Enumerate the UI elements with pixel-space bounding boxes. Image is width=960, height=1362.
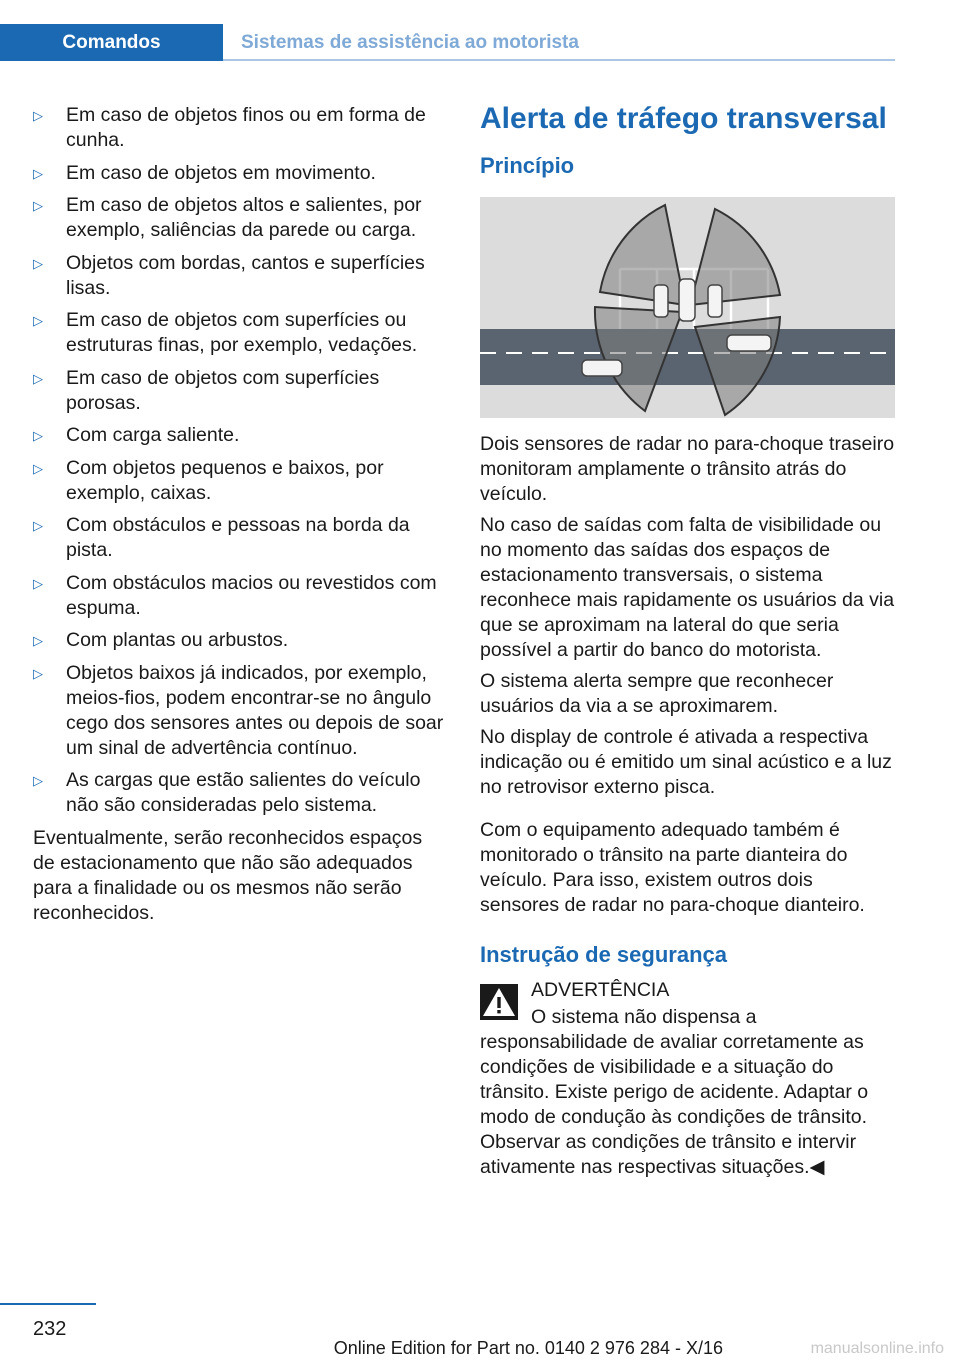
list-item: [33, 161, 447, 186]
list-item-text: Em caso de objetos em movimento.: [66, 161, 376, 184]
list-item: [33, 456, 447, 506]
list-item: [33, 366, 447, 416]
limitations-list: [33, 103, 447, 818]
road: [480, 329, 895, 385]
principle-paragraph: Dois sensores de radar no para-choque traseiro monitoram amplamente o trânsito atrás do veículo.: [480, 433, 895, 505]
warning-label: ADVERTÊNCIA: [531, 979, 670, 1001]
safety-heading: Instrução de segurança: [480, 942, 727, 967]
closing-paragraph: Eventualmente, serão reconhecidos espaços de estacionamento que não são adequados para a finalidade ou os mesmos não serão reconhecidos.: [33, 826, 423, 924]
approaching-car-left: [582, 360, 622, 376]
header-divider: [223, 59, 895, 61]
triangle-bullet-icon: ▷: [33, 255, 43, 271]
list-item: [33, 628, 447, 653]
triangle-bullet-icon: ▷: [33, 633, 43, 648]
list-item: [33, 571, 447, 621]
footer-divider: [0, 1303, 96, 1305]
list-item-text: Em caso de objetos com superfícies porosas.: [66, 366, 380, 414]
list-item-text: Objetos com bordas, cantos e superfícies lisas.: [66, 251, 425, 299]
list-item-text: Em caso de objetos com superfícies ou estruturas finas, por exemplo, vedações.: [66, 309, 418, 356]
list-item-text: Com objetos pequenos e baixos, por exemplo, caixas.: [66, 456, 384, 504]
right-column: [480, 97, 895, 1180]
edition-info: Online Edition for Part no. 0140 2 976 284 - X/16: [333, 1338, 723, 1358]
triangle-bullet-icon: ▷: [33, 518, 43, 533]
page-number: 232: [33, 1318, 67, 1340]
list-item: [33, 193, 447, 243]
triangle-bullet-icon: ▷: [33, 313, 43, 328]
list-item-text: Com obstáculos macios ou revestidos com espuma.: [66, 571, 437, 619]
triangle-bullet-icon: ▷: [33, 460, 43, 476]
section-title[interactable]: Sistemas de assistência ao motorista: [241, 31, 579, 53]
principle-paragraph: No display de controle é ativada a respectiva indicação ou é emitido um sinal acústico e a luz no retrovisor externo pisca.: [480, 726, 892, 798]
watermark: manualsonline.info: [810, 1340, 944, 1357]
triangle-bullet-icon: ▷: [33, 665, 43, 681]
warning-block: [480, 978, 895, 1180]
parked-car-left: [654, 285, 668, 317]
parked-car-right: [708, 285, 722, 317]
page-header: [0, 0, 895, 64]
list-item: [33, 661, 447, 761]
left-column: [33, 103, 447, 926]
principle-paragraph: O sistema alerta sempre que reconhecer usuários da via a se aproximarem.: [480, 670, 834, 717]
triangle-bullet-icon: ▷: [33, 575, 43, 591]
list-item: [33, 251, 447, 301]
triangle-bullet-icon: ▷: [33, 165, 43, 181]
triangle-bullet-icon: ▷: [33, 428, 43, 443]
triangle-bullet-icon: ▷: [33, 198, 43, 213]
triangle-bullet-icon: ▷: [33, 108, 43, 123]
list-item-text: Com plantas ou arbustos.: [66, 629, 289, 651]
list-item-text: Com obstáculos e pessoas na borda da pista.: [66, 514, 410, 561]
list-item: [33, 308, 447, 358]
list-item: [33, 103, 447, 153]
ego-vehicle: [679, 279, 695, 321]
cross-traffic-diagram: [480, 197, 895, 418]
list-item-text: Em caso de objetos finos ou em forma de cunha.: [66, 104, 426, 151]
warning-text: O sistema não dispensa a responsabilidade de avaliar corretamente as condições de visibilidade e a situação do trânsito. Existe perigo de acidente. Adaptar o modo de condução às condições de trânsito. Observar as condições de trânsito e intervir ativamente nas respectivas situações.◀: [480, 1006, 869, 1178]
list-item-text: Com carga saliente.: [66, 424, 240, 446]
chapter-tab[interactable]: Comandos: [0, 24, 223, 61]
list-item-text: Objetos baixos já indicados, por exemplo, meios-fios, podem encontrar-se no ângulo cego dos sensores antes ou depois de soar um sinal de advertência contínuo.: [66, 661, 444, 759]
approaching-car-right: [727, 335, 771, 351]
principle-paragraph: No caso de saídas com falta de visibilidade ou no momento das saídas dos espaços de estacionamento transversais, o sistema reconhece mais rapidamente os usuários da via que se aproximam na lateral do que seria possível a partir do banco do motorista.: [480, 514, 895, 661]
page-title: Alerta de tráfego transversal: [480, 102, 887, 135]
list-item: [33, 423, 447, 448]
warning-triangle-icon: [480, 984, 518, 1020]
list-item-text: Em caso de objetos altos e salientes, por exemplo, saliências da parede ou carga.: [66, 194, 422, 241]
principle-heading: Princípio: [480, 153, 575, 178]
triangle-bullet-icon: ▷: [33, 773, 43, 788]
triangle-bullet-icon: ▷: [33, 370, 43, 386]
principle-paragraph: Com o equipamento adequado também é monitorado o trânsito na parte dianteira do veículo. Para isso, existem outros dois sensores de radar no para-choque dianteiro.: [480, 819, 865, 916]
list-item: [33, 513, 447, 563]
list-item-text: As cargas que estão salientes do veículo não são consideradas pelo sistema.: [66, 769, 421, 816]
list-item: [33, 768, 447, 818]
